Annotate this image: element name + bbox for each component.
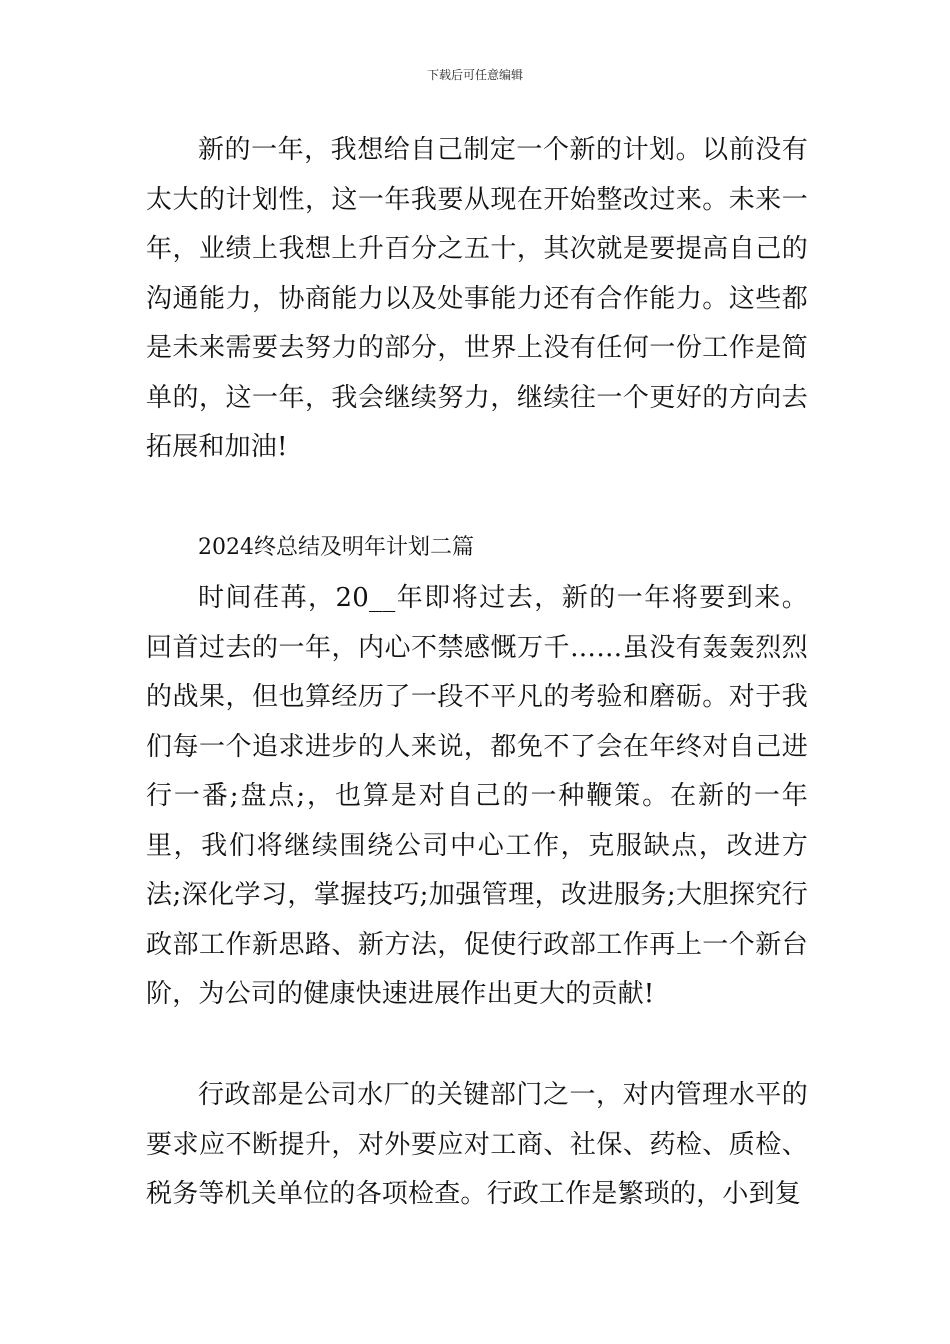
body-paragraph-2 [146, 574, 808, 1020]
body-paragraph-3 [146, 1071, 808, 1220]
paragraph-text: 时间荏苒，20__年即将过去，新的一年将要到来。回首过去的一年，内心不禁感慨万千……虽没有轰轰烈烈的战果，但也算经历了一段不平凡的考验和磨砺。对于我们每一个追求进步的人来说，都免不了会在年终对自己进行一番;盘点;，也算是对自己的一种鞭策。在新的一年里，我们将继续围绕公司中心工作，克服缺点，改进方法;深化学习，掌握技巧;加强管理，改进服务;大胆探究行政部工作新思路、新方法，促使行政部工作再上一个新台阶，为公司的健康快速进展作出更大的贡献! [146, 583, 808, 1009]
header-note: 下载后可任意编辑 [426, 68, 523, 82]
paragraph-text: 行政部是公司水厂的关键部门之一，对内管理水平的要求应不断提升，对外要应对工商、社保、药检、质检、税务等机关单位的各项检查。行政工作是繁琐的，小到复 [146, 1080, 808, 1209]
body-paragraph-1 [146, 126, 808, 473]
section-heading: 2024终总结及明年计划二篇 [198, 535, 474, 560]
paragraph-text: 新的一年，我想给自己制定一个新的计划。以前没有太大的计划性，这一年我要从现在开始整改过来。未来一年，业绩上我想上升百分之五十，其次就是要提高自己的沟通能力，协商能力以及处事能力还有合作能力。这些都是未来需要去努力的部分，世界上没有任何一份工作是简单的，这一年，我会继续努力，继续往一个更好的方向去拓展和加油! [146, 135, 808, 462]
